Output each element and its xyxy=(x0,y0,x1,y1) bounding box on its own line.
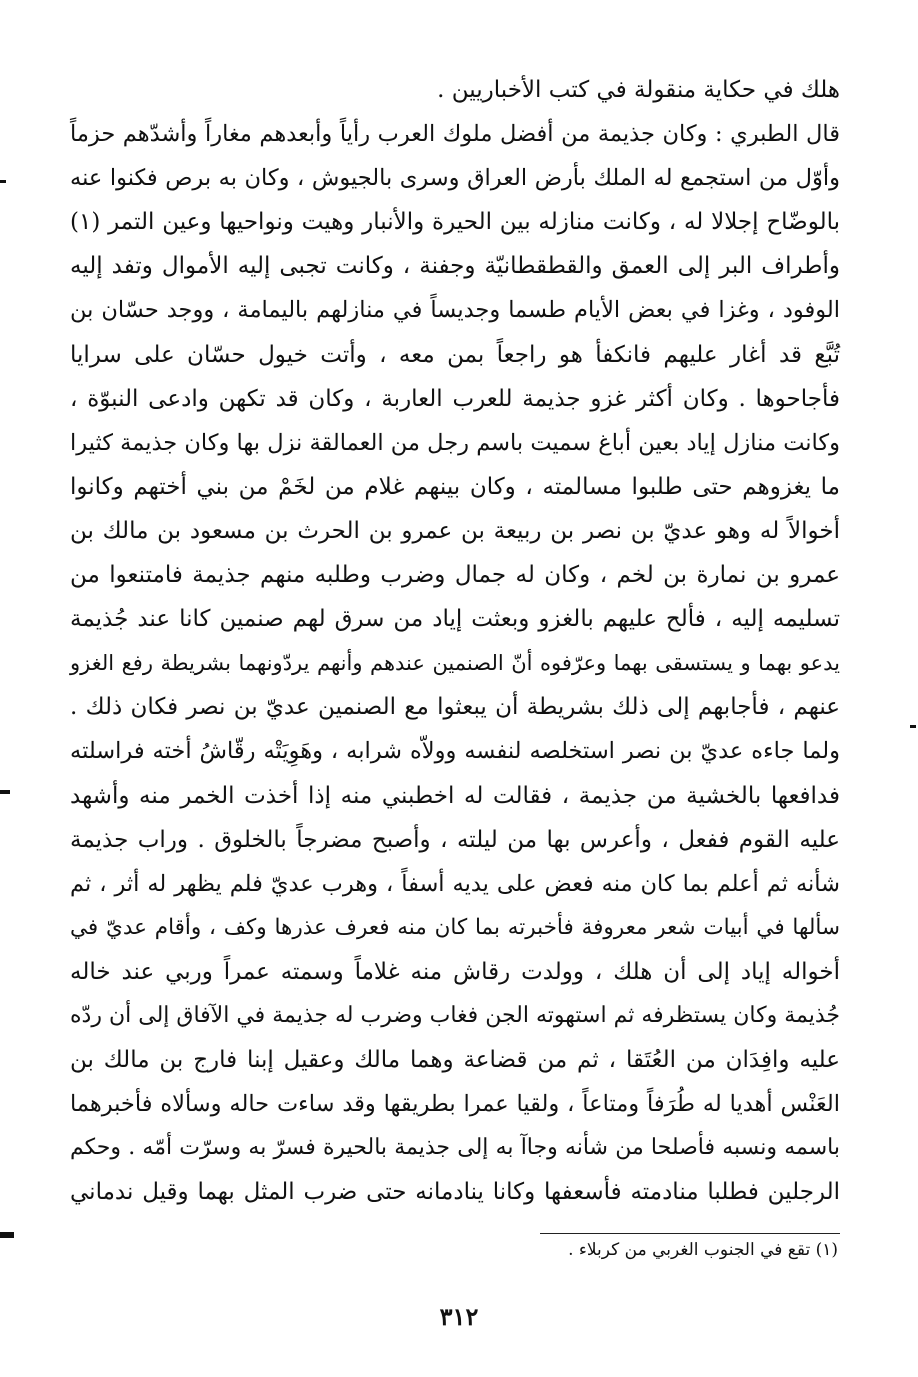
text-line: عمرو بن نمارة بن لخم ، وكان له جمال وضرب وطلبه منهم جذيمة فامتنعوا من xyxy=(70,562,840,589)
text-line: عليه وافِدَان من العُتَقا ، ثم من قضاعة وهما مالك وعقيل إبنا فارج بن مالك بن xyxy=(70,1047,840,1074)
page-number: ٣١٢ xyxy=(439,1302,479,1331)
text-line: قال الطبري : وكان جذيمة من أفضل ملوك العرب رأياً وأبعدهم مغاراً وأشدّهم حزماً xyxy=(70,121,840,148)
text-line: يدعو بهما و يستسقى بهما وعرّفوه أنّ الصنمين عندهم وأنهم يردّونهما بشريطة رفع الغزو xyxy=(70,651,840,676)
text-line: أخواله إياد إلى أن هلك ، وولدت رقاش منه غلاماً وسمته عمراً وربي عند خاله xyxy=(70,958,840,985)
text-line: وأطراف البر إلى العمق والقطقطانيّة وجفنة ، وكانت تجبى إليه الأموال وتفد إليه xyxy=(70,253,840,280)
text-line: فدافعها بالخشية من جذيمة ، فقالت له اخطبني منه إذا أخذت الخمر منه وأشهد xyxy=(70,782,840,809)
scan-mark xyxy=(0,1232,14,1238)
text-line: باسمه ونسبه فأصلحا من شأنه وجاآ به إلى جذيمة بالحيرة فسرّ به وسرّت أمّه . وحكم xyxy=(70,1135,840,1161)
text-line: ما يغزوهم حتى طلبوا مسالمته ، وكان بينهم غلام من لخَمْ من بني أختهم وكانوا xyxy=(70,473,840,500)
footnote-divider xyxy=(540,1233,840,1234)
text-line: جُذيمة وكان يستظرفه ثم استهوته الجن فغاب وضرب له جذيمة في الآفاق إلى أن ردّه xyxy=(70,1002,840,1028)
text-line: عنهم ، فأجابهم إلى ذلك بشريطة أن يبعثوا مع الصنمين عديّ بن نصر فكان ذلك . xyxy=(70,694,840,721)
text-line: وكانت منازل إياد بعين أباغ سميت باسم رجل من العمالقة نزل بها وكان جذيمة كثيرا xyxy=(70,429,840,456)
text-line: بالوضّاح إجلالا له ، وكانت منازله بين الحيرة والأنبار وهيت ونواحيها وعين التمر (١) xyxy=(70,209,840,236)
scan-mark xyxy=(0,790,10,794)
footnote: (١) تقع في الجنوب الغربي من كربلاء . xyxy=(568,1240,838,1260)
text-line: أخوالاً له وهو عديّ بن نصر بن ربيعة بن عمرو بن الحرث بن مسعود بن مالك بن xyxy=(70,517,840,544)
scan-mark xyxy=(910,725,916,728)
text-line: العَنْس أهديا له طُرَفاً ومتاعاً ، ولقيا عمرا بطريقها وقد ساءت حاله وسألاه فأخبرهما xyxy=(70,1091,840,1118)
text-line: وأوّل من استجمع له الملك بأرض العراق وسرى بالجيوش ، وكان به برص فكنوا عنه xyxy=(70,165,840,192)
scan-mark xyxy=(0,180,6,183)
text-line: ولما جاءه عديّ بن نصر استخلصه لنفسه وولاّه شرابه ، وهَوِيَتْه رقّاشُ أخته فراسلته xyxy=(70,738,840,765)
text-line: هلك في حكاية منقولة في كتب الأخباريين . xyxy=(437,77,840,103)
text-line: سألها في أبيات شعر معروفة فأخبرته بما كان منه فعرف عذرها وكف ، وأقام عديّ في xyxy=(70,914,840,940)
body-text xyxy=(70,68,840,1214)
text-line: الرجلين فطلبا منادمته فأسعفها وكانا ينادمانه حتى ضرب المثل بهما وقيل ندماني xyxy=(70,1179,840,1206)
text-line: شأنه ثم أعلم بما كان منه فعض على يديه أسفاً ، وهرب عديّ فلم يظهر له أثر ، ثم xyxy=(70,870,840,897)
text-line: تسليمه إليه ، فألح عليهم بالغزو وبعثت إياد من سرق لهم صنمين كانا عند جُذيمة xyxy=(70,606,840,633)
text-line: تُبَّع قد أغار عليهم فانكفأ هو راجعاً بمن معه ، وأتت خيول حسّان على سرايا xyxy=(70,341,840,368)
text-line: الوفود ، وغزا في بعض الأيام طسما وجديساً في منازلهم باليمامة ، ووجد حسّان بن xyxy=(70,297,840,324)
text-line: فأجاحوها . وكان أكثر غزو جذيمة للعرب العاربة ، وكان قد تكهن وادعى النبوّة ، xyxy=(70,385,840,412)
text-line: عليه القوم ففعل ، وأعرس بها من ليلته ، وأصبح مضرجاً بالخلوق . وراب جذيمة xyxy=(70,826,840,853)
